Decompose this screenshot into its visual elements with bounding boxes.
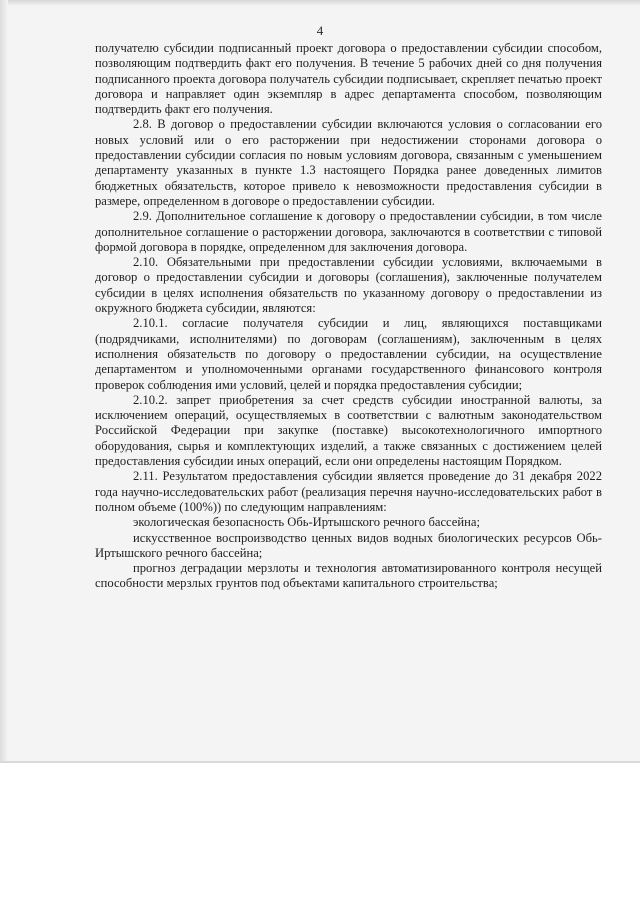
- page-number: 4: [316, 23, 324, 38]
- paragraph-2-11: 2.11. Результатом предоставления субсидии является проведение до 31 декабря 2022 года научно-исследовательских работ (реализация перечня научно-исследовательских работ в полном объеме (100%)) по следующим направлениям:: [95, 469, 602, 514]
- list-item-ecology: экологическая безопасность Обь-Иртышского речного бассейна;: [133, 515, 480, 530]
- scan-shadow-top: [0, 0, 640, 6]
- paragraph-continuation: получателю субсидии подписанный проект договора о предоставлении субсидии способом, позволяющим подтвердить факт его получения. В течение 5 рабочих дней со дня получения подписанного проекта договора получатель субсидии подписывает, скрепляет печатью проект договора и направляет один экземпляр в адрес департамента способом, позволяющим подтвердить факт его получения.: [95, 41, 602, 117]
- paragraph-2-8: 2.8. В договор о предоставлении субсидии включаются условия о согласовании его новых условий или о его расторжении при недостижении сторонами договора о предоставлении субсидии согласия по новым условиям договора, связанным с уменьшением департаменту указанных в пункте 1.3 настоящего Порядка ранее доведенных лимитов бюджетных обязательств, которое привело к невозможности предоставления субсидии в размере, определенном в договоре о предоставлении субсидии.: [95, 117, 602, 208]
- scan-shadow-left: [0, 0, 8, 763]
- paragraph-2-10-1: 2.10.1. согласие получателя субсидии и лиц, являющихся поставщиками (подрядчиками, исполнителями) по договорам (соглашениям), заключенным в целях исполнения обязательств по договору о предоставлении субсидии, на осуществление департаментом и уполномоченными органами государственного финансового контроля проверок соблюдения ими условий, целей и порядка предоставления субсидии;: [95, 316, 602, 392]
- list-item-reproduction: искусственное воспроизводство ценных видов водных биологических ресурсов Обь-Иртышского речного бассейна;: [95, 530, 602, 560]
- scan-bottom-edge: [0, 761, 640, 763]
- paragraph-2-9: 2.9. Дополнительное соглашение к договору о предоставлении субсидии, в том числе дополнительное соглашение о расторжении договора, заключаются в соответствии с типовой формой договора в порядке, определенном для заключения договора.: [95, 209, 602, 254]
- paragraph-2-10-2: 2.10.2. запрет приобретения за счет средств субсидии иностранной валюты, за исключением операций, осуществляемых в соответствии с валютным законодательством Российской Федерации при закупке (поставке) высокотехнологичного импортного оборудования, сырья и комплектующих изделий, а также связанных с достижением целей предоставления субсидии иных операций, если они определены настоящим Порядком.: [95, 392, 602, 469]
- document-text: [95, 41, 602, 592]
- list-item-permafrost: прогноз деградации мерзлоты и технология автоматизированного контроля несущей способности мерзлых грунтов под объектами капитального строительства;: [95, 561, 602, 591]
- paragraph-2-10: 2.10. Обязательными при предоставлении субсидии условиями, включаемыми в договор о предоставлении субсидии и договоры (соглашения), заключенные получателем субсидии в целях исполнения обязательств по указанному договору о предоставлении из окружного бюджета субсидии, являются:: [95, 255, 602, 316]
